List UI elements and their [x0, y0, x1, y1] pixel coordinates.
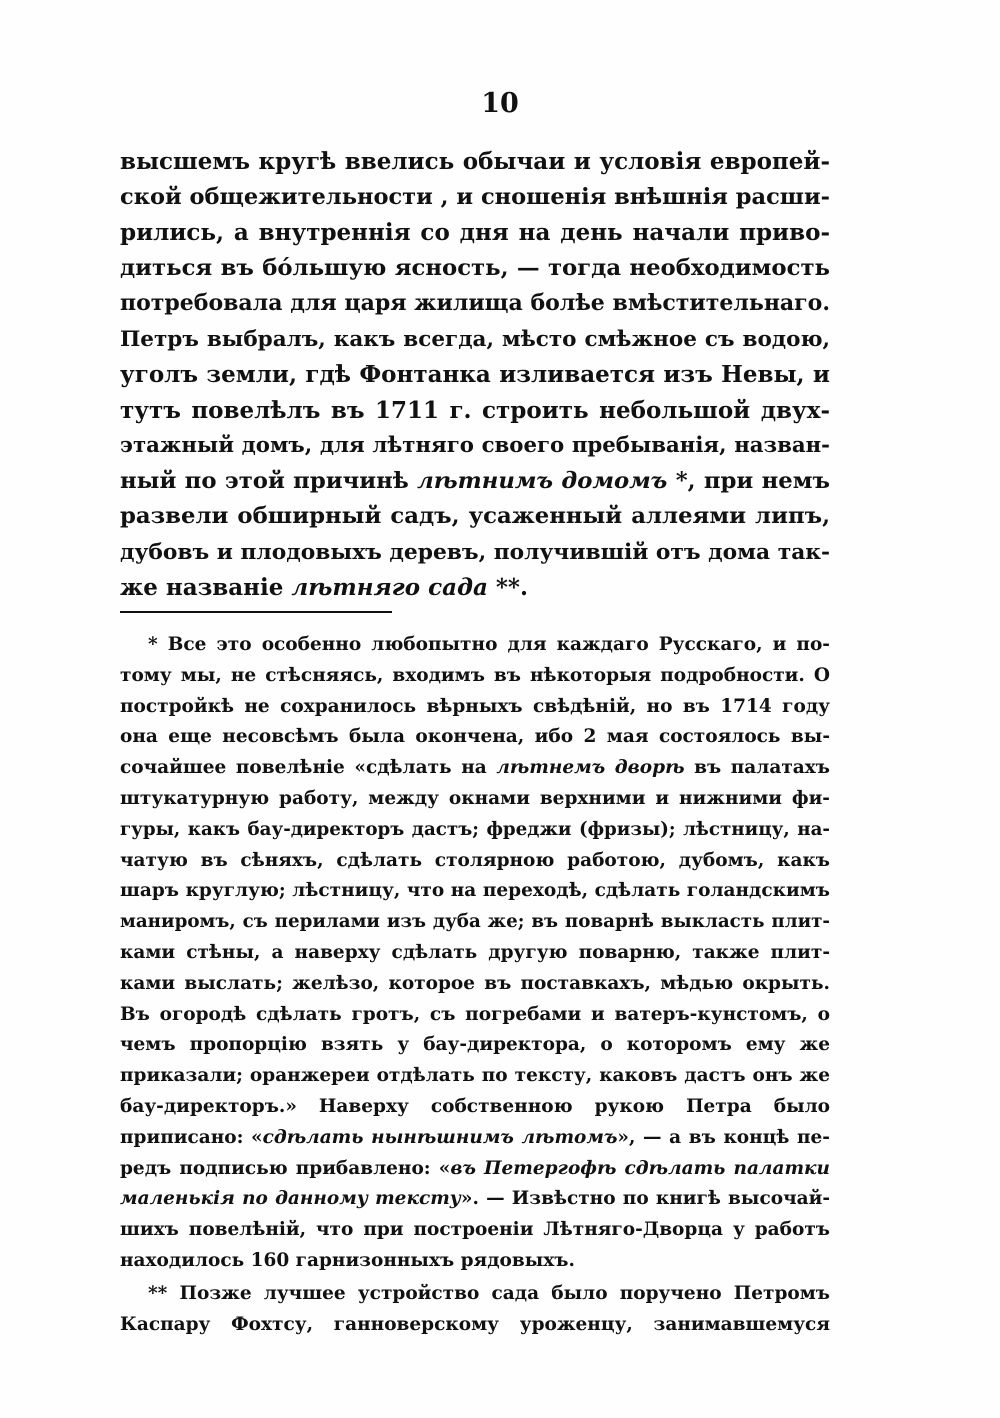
- text-run: шаръ круглую; лѣстницу, что на переходѣ, сдѣлать голандскимъ: [120, 880, 830, 902]
- footnote-line: [120, 938, 830, 969]
- text-run: * Все это особенно любопытно для каждаго Русскаго, и по-: [148, 634, 830, 655]
- italic-term-summer-house: лѣтнимъ домомъ: [417, 467, 668, 494]
- footnotes: [120, 630, 830, 1340]
- footnote-line: [120, 1030, 830, 1061]
- text-run: ». — Извѣстно по книгѣ высочай-: [460, 1188, 830, 1210]
- text-run: ками выслать; желѣзо, которое въ поставкахъ, мѣдью окрыть.: [120, 972, 830, 994]
- main-line: [120, 286, 830, 322]
- footnote-line: [120, 784, 830, 815]
- text-run: развели обширный садъ, усаженный аллеями липъ,: [120, 503, 830, 529]
- italic-quote-small-chambers: маленькія по данному тексту: [120, 1188, 461, 1210]
- text-run: гуры, какъ бау-директоръ дастъ; фреджи (фризы); лѣстницу, на-: [120, 818, 830, 840]
- text-run: ками стѣны, а наверху сдѣлать другую поварню, также плит-: [120, 941, 830, 963]
- italic-quote-peterhof: въ Петергофѣ сдѣлать палатки: [450, 1157, 831, 1179]
- footnote-line: [120, 722, 830, 753]
- italic-term-summer-court: лѣтнемъ дворѣ: [496, 757, 685, 779]
- footnote-line: [120, 1154, 830, 1185]
- text-run: же названіе: [120, 574, 292, 601]
- text-run: Петръ выбралъ, какъ всегда, мѣсто смѣжное съ водою,: [120, 326, 830, 352]
- main-line: [120, 322, 830, 358]
- main-line: [120, 357, 830, 393]
- text-run: постройкѣ не сохранилось вѣрныхъ свѣдѣній, но въ 1714 году: [120, 695, 830, 717]
- main-line: [120, 499, 830, 535]
- footnote-line: [120, 1092, 830, 1123]
- italic-term-summer-garden: лѣтняго сада: [291, 574, 488, 601]
- main-line: [120, 428, 830, 464]
- text-run: маниромъ, съ перилами изъ дуба же; въ поварнѣ выкласть плит-: [120, 911, 830, 933]
- text-run: приказали; оранжереи отдѣлать по тексту, каковъ дастъ онъ же: [120, 1065, 830, 1087]
- text-run: редъ подписью прибавлено: «: [120, 1157, 451, 1179]
- footnote-line: [120, 753, 830, 784]
- page-number: 10: [481, 88, 519, 119]
- footnote-line: [120, 1215, 830, 1246]
- footnote-marker-2: **.: [487, 574, 528, 601]
- footnote-line: [120, 1000, 830, 1031]
- text-run: въ палатахъ: [684, 757, 830, 779]
- text-run: чемъ пропорцію взять у бау-директора, о которомъ ему же: [120, 1034, 830, 1056]
- italic-quote-this-summer: сдѣлать нынѣшнимъ лѣтомъ: [262, 1126, 618, 1148]
- footnote-line: [120, 1310, 830, 1341]
- footnote-line: [120, 1061, 830, 1092]
- footnote-line: [120, 969, 830, 1000]
- text-run: шихъ повелѣній, что при построеніи Лѣтняго-Дворца у работъ: [120, 1219, 830, 1241]
- main-line: [120, 464, 830, 500]
- text-run: находилось 160 гарнизонныхъ рядовыхъ.: [120, 1249, 575, 1271]
- text-run: тутъ повелѣлъ въ 1711 г. строить небольшой двух-: [120, 396, 830, 424]
- footnote-line: [120, 876, 830, 907]
- text-run: », — а въ концѣ пе-: [617, 1126, 830, 1148]
- footnote-line: [120, 1184, 830, 1215]
- text-run: сочайшее повелѣніе «сдѣлать на: [120, 757, 497, 779]
- footnote-line: [120, 1279, 830, 1310]
- text-run: ный по этой причинѣ: [120, 467, 418, 494]
- main-line: [120, 535, 830, 571]
- text-run: она еще несовсѣмъ была окончена, ибо 2 мая состоялось вы-: [120, 726, 830, 748]
- text-run: рились, а внутреннія со дня на день начали приво-: [120, 219, 830, 246]
- footnote-line: [120, 630, 830, 661]
- text-run: Въ огородѣ сдѣлать гротъ, съ погребами и ватеръ-кунстомъ, о: [120, 1003, 830, 1025]
- footnote-marker-1: *, при немъ: [667, 467, 830, 494]
- text-run: этажный домъ, для лѣтняго своего пребыванія, назван-: [120, 433, 830, 458]
- footnote-line: [120, 1123, 830, 1154]
- footnote-line: [120, 692, 830, 723]
- main-line: [120, 393, 830, 429]
- footnote-line: [120, 846, 830, 877]
- main-line: [120, 251, 830, 287]
- main-line: [120, 144, 830, 180]
- text-run: ской общежительности , и сношенія внѣшнія расши-: [120, 183, 830, 210]
- main-line: [120, 180, 830, 216]
- text-run: Каспару Фохтсу, ганноверскому уроженцу, занимавшемуся: [120, 1313, 830, 1335]
- text-run: ** Позже лучшее устройство сада было поручено Петромъ: [148, 1282, 830, 1304]
- text-run: приписано: «: [120, 1126, 263, 1148]
- footnote-line: [120, 1246, 830, 1277]
- text-run: высшемъ кругѣ ввелись обычаи и условія европей-: [120, 148, 830, 175]
- main-line: [120, 570, 830, 606]
- text-run: чатую въ сѣняхъ, сдѣлать столярною работою, дубомъ, какъ: [120, 849, 830, 871]
- footnote-line: [120, 661, 830, 692]
- text-run: дубовъ и плодовыхъ деревъ, получившій отъ дома так-: [120, 539, 831, 565]
- footnote-divider: [120, 611, 392, 613]
- footnote-line: [120, 815, 830, 846]
- text-run: диться въ бóльшую ясность, — тогда необходимость: [120, 254, 830, 281]
- main-text: [120, 144, 830, 606]
- text-run: тому мы, не стѣсняясь, входимъ въ нѣкоторыя подробности. О: [120, 664, 830, 686]
- text-run: потребовала для царя жилища болѣе вмѣстительнаго.: [120, 290, 830, 316]
- text-run: бау-директоръ.» Наверху собственною рукою Петра было: [120, 1095, 830, 1117]
- main-line: [120, 215, 830, 251]
- text-run: уголъ земли, гдѣ Фонтанка изливается изъ Невы, и: [120, 361, 830, 388]
- footnote-line: [120, 907, 830, 938]
- text-run: штукатурную работу, между окнами верхними и нижними фи-: [120, 787, 830, 809]
